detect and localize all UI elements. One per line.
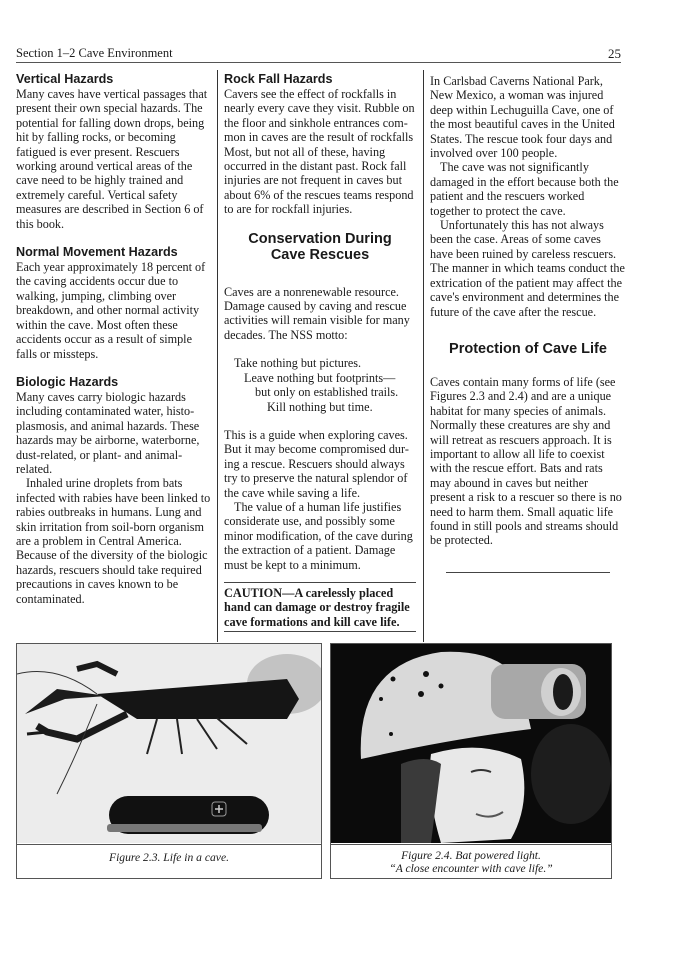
figure-2-4 bbox=[330, 643, 612, 879]
heading-vertical-hazards: Vertical Hazards bbox=[16, 72, 114, 86]
caver-photo bbox=[331, 644, 611, 843]
heading-conservation-line2: Cave Rescues bbox=[270, 246, 370, 263]
crayfish-photo bbox=[17, 644, 321, 843]
caption-line-1: Figure 2.4. Bat powered light. bbox=[401, 849, 541, 862]
column-3 bbox=[430, 74, 626, 573]
caver-helmet-image bbox=[331, 644, 611, 843]
figure-caption bbox=[331, 844, 611, 878]
motto-line: but only on established trails. bbox=[255, 385, 399, 400]
figure-2-3 bbox=[16, 643, 322, 879]
heading-conservation-line1: Conservation During bbox=[248, 230, 392, 247]
paragraph-conservation-3: The value of a human life justifies considerate use, and possibly some minor modification, of the cave during the extraction of a patient. Damage must be kept to a minimum. bbox=[224, 499, 413, 572]
caution-box: CAUTION—A carelessly placed hand can damage or destroy fragile cave formations and kill cave life. bbox=[224, 582, 416, 633]
paragraph-carlsbad-2: The cave was not significantly damaged in the effort because both the patient and the rescuers worked together to protect the cave. bbox=[430, 160, 619, 218]
caption-text: Figure 2.3. Life in a cave. bbox=[109, 851, 229, 864]
page-number: 25 bbox=[608, 46, 621, 61]
figure-caption bbox=[17, 844, 321, 878]
section-end-rule bbox=[446, 572, 610, 574]
motto-line: Kill nothing but time. bbox=[267, 399, 373, 414]
nss-motto bbox=[224, 356, 416, 414]
paragraph-rock-fall: Cavers see the effect of rockfalls in nearly every cave they visit. Rubble on the floor and sinkhole entrances com-mon in caves are the result of rockfalls Most, but not all of these, having occurred in the distant past. Rock fall injuries are not frequent in caves but about 6% of the rescues teams respond to are for rockfall injuries. bbox=[224, 87, 415, 217]
heading-protection-of-cave-life: Protection of Cave Life bbox=[449, 340, 607, 357]
column-2 bbox=[224, 72, 416, 632]
paragraph-normal-movement: Each year approximately 18 percent of the caving accidents occur due to walking, jumping, climbing over breakdown, and other normal activity within the cave. Most often these accidents occur as a result of simple falls or missteps. bbox=[16, 260, 206, 361]
paragraph-carlsbad-1: In Carlsbad Caverns National Park, New Mexico, a woman was injured deep within Lechuguilla Cave, one of the most beautiful caves in the United States. The rescue took four days and involved over 100 people. bbox=[430, 74, 615, 161]
paragraph-vertical-hazards: Many caves have vertical passages that present their own special hazards. The potential for falling down drops, being hit by falling rocks, or becoming fatigued is ever present. Rescuers working around vertical areas of the cave need to be highly trained and extremely careful. Vertical safety measures are described in Section 6 of this book. bbox=[16, 87, 208, 231]
heading-biologic-hazards: Biologic Hazards bbox=[16, 374, 119, 389]
column-divider-2 bbox=[423, 70, 424, 642]
column-1 bbox=[16, 72, 211, 606]
paragraph-biologic-1: Many caves carry biologic hazards including contaminated water, histo-plasmosis, and animal hazards. These hazards may be airborne, waterborne, dust-related, or plant- and animal-related. bbox=[16, 389, 200, 476]
paragraph-conservation-1: Caves are a nonrenewable resource. Damage caused by caving and rescue activities will remain visible for many decades. The NSS motto: bbox=[224, 284, 410, 342]
paragraph-carlsbad-3: Unfortunately this has not always been the case. Areas of some caves have been ruined by careless rescuers. The manner in which teams conduct the extrication of the patient may affect the cave's environment and determines the future of the cave after the rescue. bbox=[430, 218, 625, 319]
running-header bbox=[16, 44, 621, 63]
heading-normal-movement-hazards: Normal Movement Hazards bbox=[16, 245, 178, 260]
paragraph-conservation-2: This is a guide when exploring caves. But it may become compromised dur-ing a rescue. Rescuers should always try to preserve the natural splendor of the cave while saving a life. bbox=[224, 427, 409, 500]
crayfish-and-knife-image bbox=[17, 644, 321, 843]
paragraph-biologic-2: Inhaled urine droplets from bats infected with rabies have been linked to rabies outbreaks in humans. Lung and skin irritation from soil-born organism are a problem in Central America. Because of the diversity of the biologic hazards, rescuers should take required precautions in caves known to be contaminated. bbox=[16, 476, 211, 606]
motto-line: Take nothing but pictures. bbox=[234, 356, 362, 371]
motto-line: Leave nothing but footprints— bbox=[244, 370, 396, 385]
caption-line-2: “A close encounter with cave life.” bbox=[389, 862, 553, 875]
section-title: Section 1–2 Cave Environment bbox=[16, 46, 173, 60]
heading-rock-fall-hazards: Rock Fall Hazards bbox=[224, 72, 333, 86]
paragraph-protection: Caves contain many forms of life (see Figures 2.3 and 2.4) and are a unique habitat for many species of animals. Normally these creatures are shy and will retreat as rescuers approach. It is important to allow all life to coexist with the rescue effort. Bats and rats may abound in caves but neither present a risk to a rescuer so there is no need to harm them. Small aquatic life found in still pools and streams should be protected. bbox=[430, 374, 622, 548]
column-divider-1 bbox=[217, 70, 218, 642]
